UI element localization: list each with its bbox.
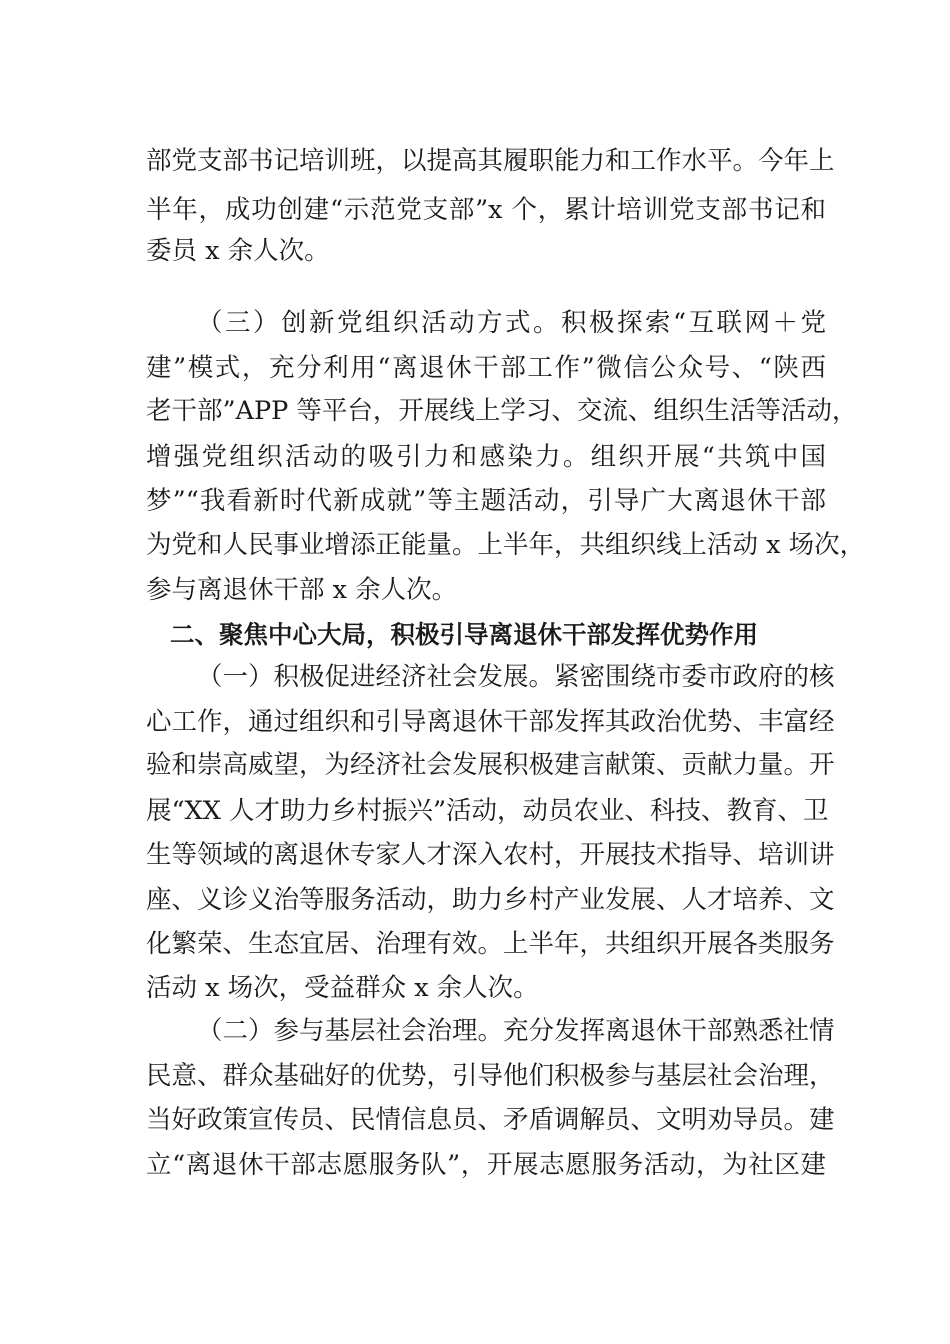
body-text-line: 增强党组织活动的吸引力和感染力。组织开展“共筑中国 — [146, 442, 826, 472]
body-text-line: 梦”“我看新时代新成就”等主题活动，引导广大离退休干部 — [146, 486, 826, 516]
body-text-line: 生等领域的离退休专家人才深入农村，开展技术指导、培训讲 — [146, 840, 835, 870]
body-text-line: 部党支部书记培训班，以提高其履职能力和工作水平。今年上 — [146, 146, 835, 176]
body-text-line: 半年，成功创建“示范党支部”x 个，累计培训党支部书记和 — [146, 195, 826, 225]
section-heading: 二、聚焦中心大局，积极引导离退休干部发挥优势作用 — [170, 620, 758, 649]
body-text-line: 民意、群众基础好的优势，引导他们积极参与基层社会治理， — [146, 1061, 835, 1091]
body-text-line: 当好政策宣传员、民情信息员、矛盾调解员、文明劝导员。建 — [146, 1105, 835, 1135]
paragraph-start-line: （一）积极促进经济社会发展。紧密围绕市委市政府的核 — [197, 662, 835, 692]
body-text-line: 展“XX 人才助力乡村振兴”活动，动员农业、科技、教育、卫 — [146, 796, 829, 826]
body-text-line: 验和崇高威望，为经济社会发展积极建言献策、贡献力量。开 — [146, 750, 835, 780]
paragraph-start-line: （三）创新党组织活动方式。积极探索“互联网＋党 — [197, 308, 826, 338]
body-text-line: 心工作，通过组织和引导离退休干部发挥其政治优势、丰富经 — [146, 707, 835, 737]
paragraph-start-line: （二）参与基层社会治理。充分发挥离退休干部熟悉社情 — [197, 1016, 835, 1046]
body-text-line: 活动 x 场次，受益群众 x 余人次。 — [146, 973, 539, 1003]
body-text-line: 为党和人民事业增添正能量。上半年，共组织线上活动 x 场次， — [146, 530, 866, 560]
body-text-line: 老干部”APP 等平台，开展线上学习、交流、组织生活等活动， — [146, 396, 858, 426]
body-text-line: 参与离退休干部 x 余人次。 — [146, 575, 458, 605]
body-text-line: 化繁荣、生态宜居、治理有效。上半年，共组织开展各类服务 — [146, 929, 835, 959]
body-text-line: 建”模式，充分利用“离退休干部工作”微信公众号、“陕西 — [146, 353, 826, 383]
body-text-line: 座、义诊义治等服务活动，助力乡村产业发展、人才培养、文 — [146, 885, 835, 915]
body-text-line: 委员 x 余人次。 — [146, 236, 330, 266]
body-text-line: 立“离退休干部志愿服务队”，开展志愿服务活动，为社区建 — [146, 1150, 826, 1180]
